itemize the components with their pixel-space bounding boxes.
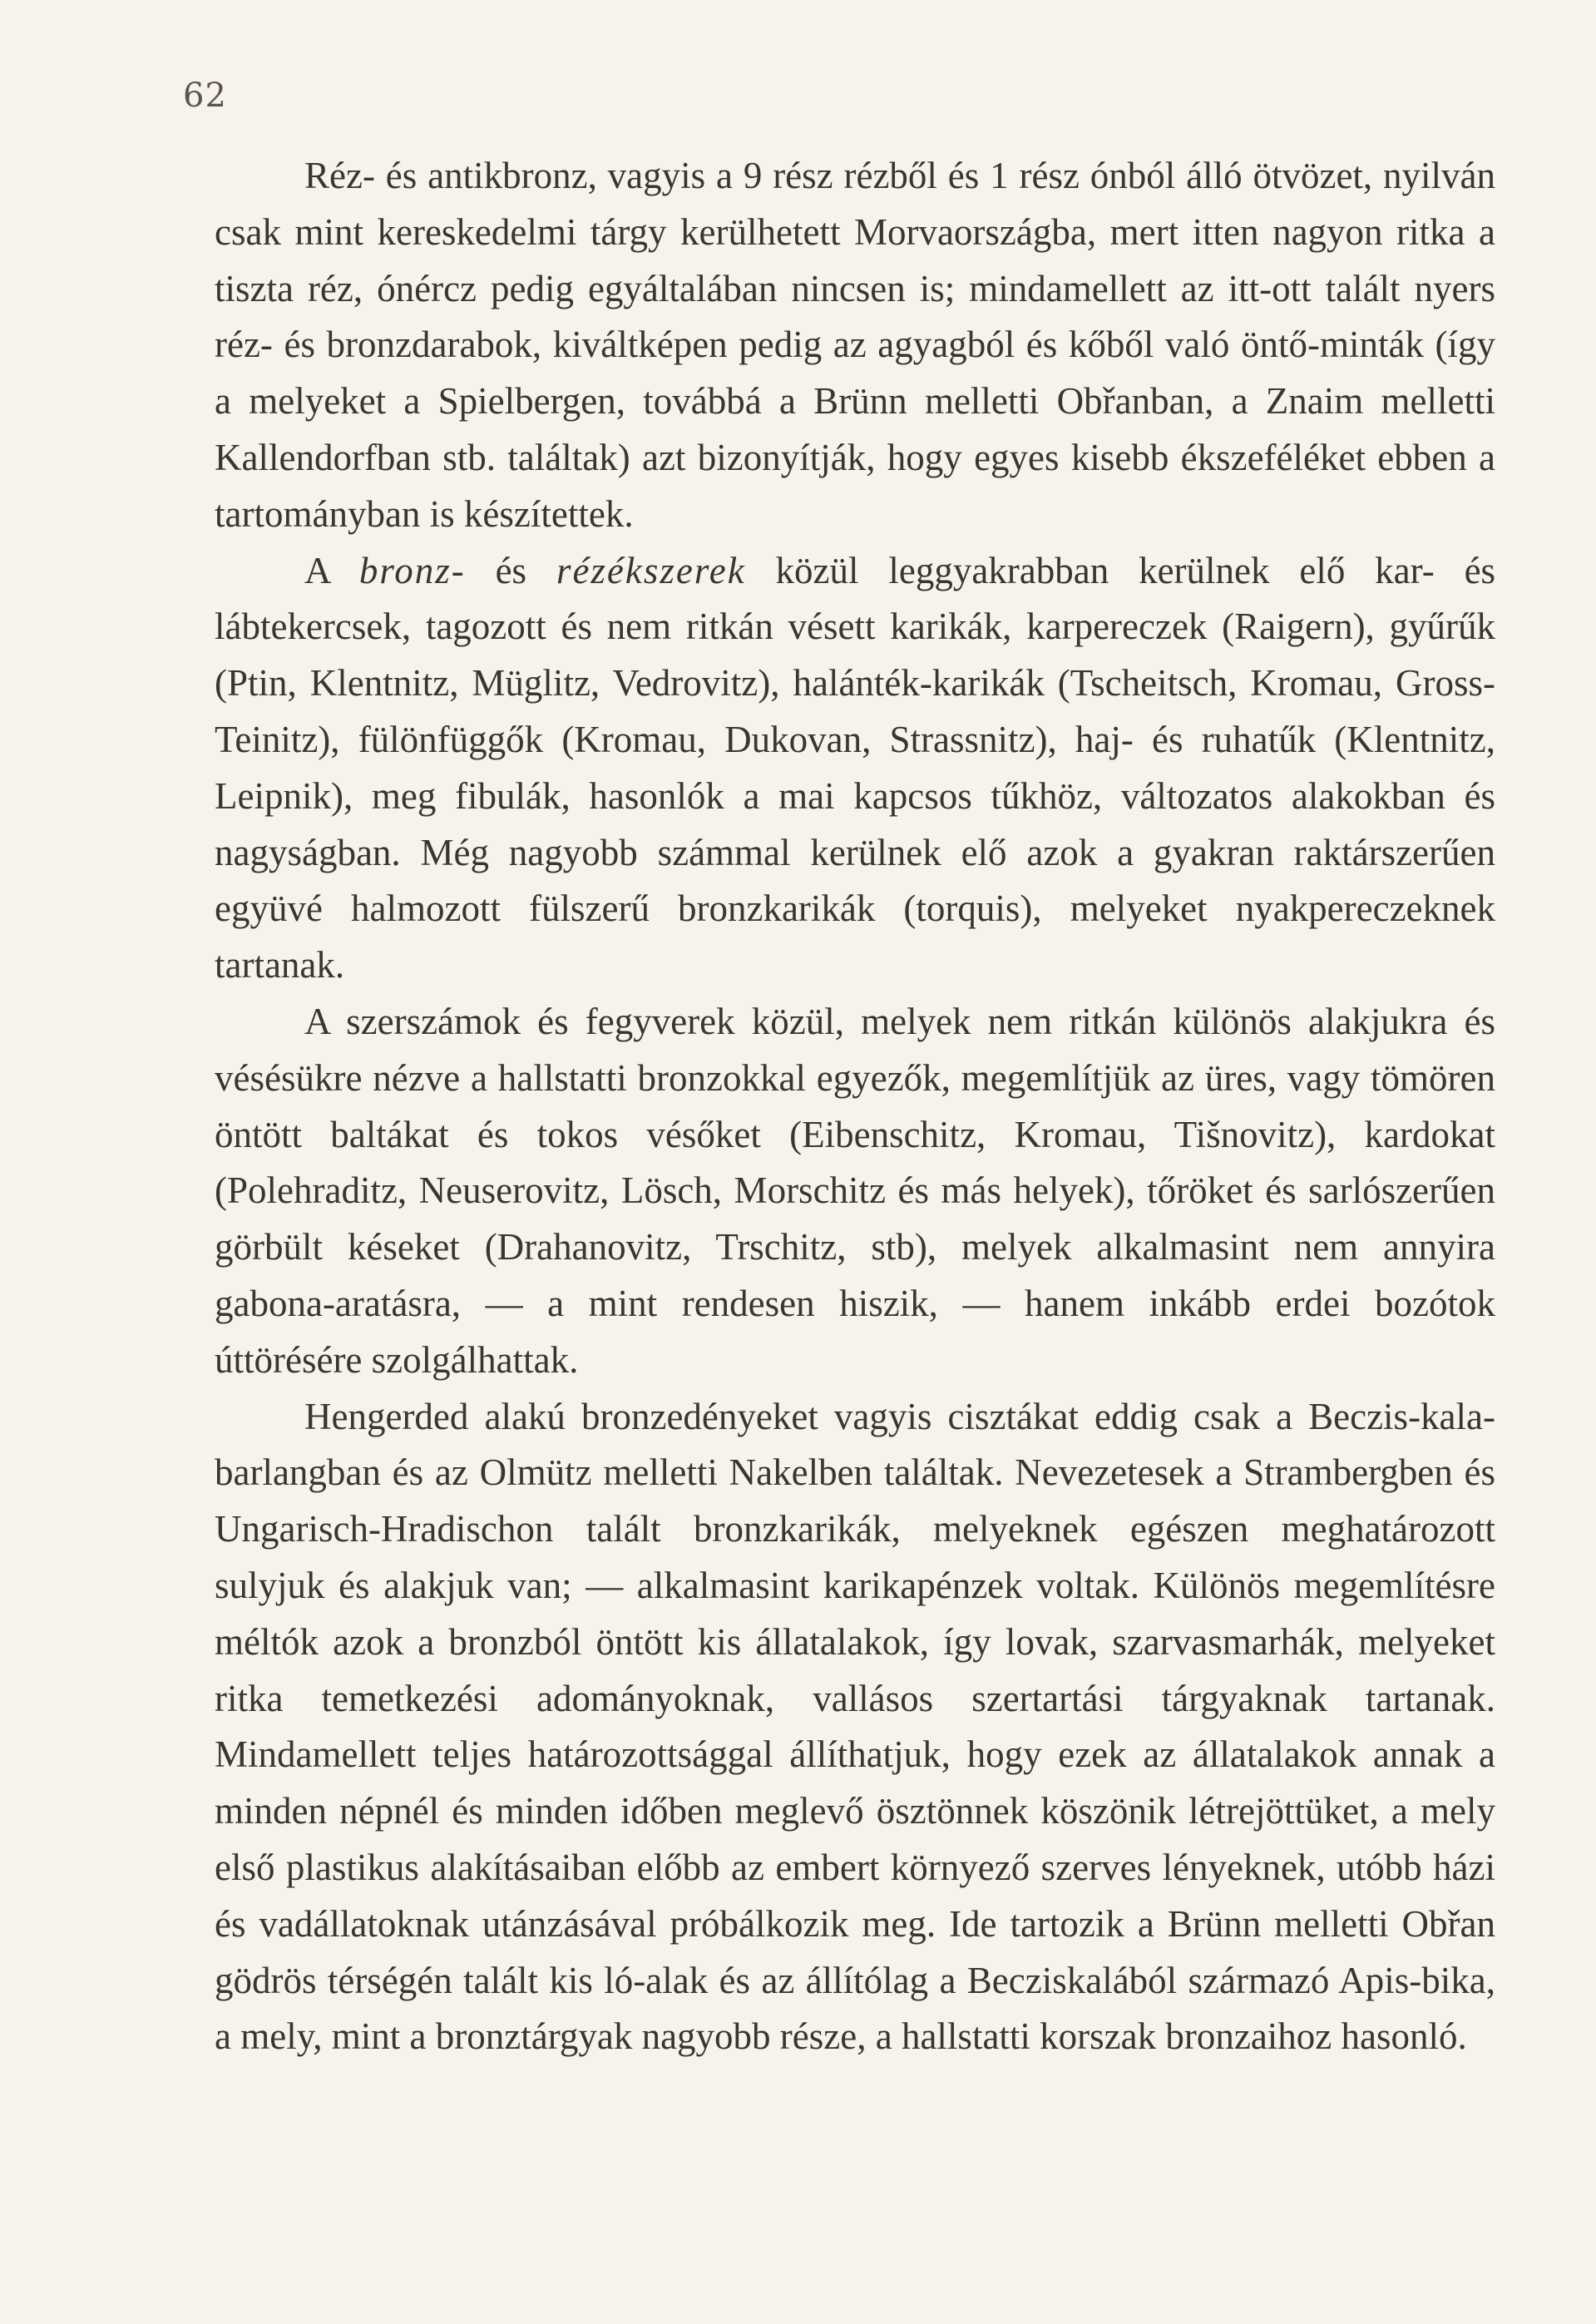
paragraph-2-conjunction: és (495, 549, 527, 591)
paragraph-2-body: közül leggyakrabban kerülnek elő kar- és lábtekercsek, tagozott és nem ritkán vésett karikák, karpereczek (Raigern), gyűrűk (Ptin, Klentnitz, Müglitz, Vedrovitz), halánték-karikák (Tscheitsch, Kromau, Gross-Teinitz), fülönfüggők (Kromau, Dukovan, Strassnitz), haj- és ruhatűk (Klentnitz, Leipnik), meg fibulák, hasonlók a mai kapcsos tűkhöz, változatos alakokban és nagyságban. Még nagyobb számmal kerülnek elő azok a gyakran raktárszerűen együvé halmozott fülszerű bronzkarikák (torquis), melyeket nyakpereczeknek tartanak. (215, 549, 1496, 986)
italic-term-rezekszerek: rézékszerek (556, 549, 746, 591)
paragraph-3: A szerszámok és fegyverek közül, melyek nem ritkán különös alakjukra és vésésükre nézve a hallstatti bronzokkal egyezők, megemlítjük az üres, vagy tömören öntött baltákat és tokos vésőket (Eibenschitz, Kromau, Tišnovitz), kardokat (Polehraditz, Neuserovitz, Lösch, Morschitz és más helyek), tőröket és sarlószerűen görbült késeket (Drahanovitz, Trschitz, stb), melyek alkalmasint nem annyira gabona-aratásra, — a mint rendesen hiszik, — hanem inkább erdei bozótok úttörésére szolgálhattak. (215, 1000, 1495, 1381)
paragraph-1: Réz- és antikbronz, vagyis a 9 rész rézből és 1 rész ónból álló ötvözet, nyilván csak mint kereskedelmi tárgy kerülhetett Morvaországba, mert itten nagyon ritka a tiszta réz, ónércz pedig egyáltalában nincsen is; mindamellett az itt-ott talált nyers réz- és bronzdarabok, kiváltképen pedig az agyagból és kőből való öntő-minták (így a melyeket a Spielbergen, továbbá a Brünn melletti Obřanban, a Znaim melletti Kallendorfban stb. találtak) azt bizonyítják, hogy egyes kisebb ékszeféléket ebben a tartományban is készítettek. (215, 155, 1495, 535)
body-text (215, 148, 1495, 2065)
page-number: 62 (183, 77, 227, 115)
paragraph-2 (215, 543, 1495, 994)
paragraph-4: Hengerded alakú bronzedényeket vagyis cisztákat eddig csak a Beczis-kala-barlangban és az Olmütz melletti Nakelben találtak. Nevezetesek a Strambergben és Ungarisch-Hradischon talált bronzkarikák, melyeknek egészen meghatározott sulyjuk és alakjuk van; — alkalmasint karikapénzek voltak. Különös megemlítésre méltók azok a bronzból öntött kis állatalakok, így lovak, szarvasmarhák, melyeket ritka temetkezési adományoknak, vallásos szertartási tárgyaknak tartanak. Mindamellett teljes határozottsággal állíthatjuk, hogy ezek az állatalakok annak a minden népnél és minden időben meglevő ösztönnek köszönik létrejöttüket, a mely első plastikus alakításaiban előbb az embert környező szerves lényeknek, utóbb házi és vadállatoknak utánzásával próbálkozik meg. Ide tartozik a Brünn melletti Obřan gödrös térségén talált kis ló-alak és az állítólag a Becziskalából származó Apis-bika, a mely, mint a bronztárgyak nagyobb része, a hallstatti korszak bronzaihoz hasonló. (215, 1395, 1495, 2058)
italic-term-bronz: bronz- (358, 549, 466, 591)
paragraph-2-lead: A (304, 549, 330, 591)
